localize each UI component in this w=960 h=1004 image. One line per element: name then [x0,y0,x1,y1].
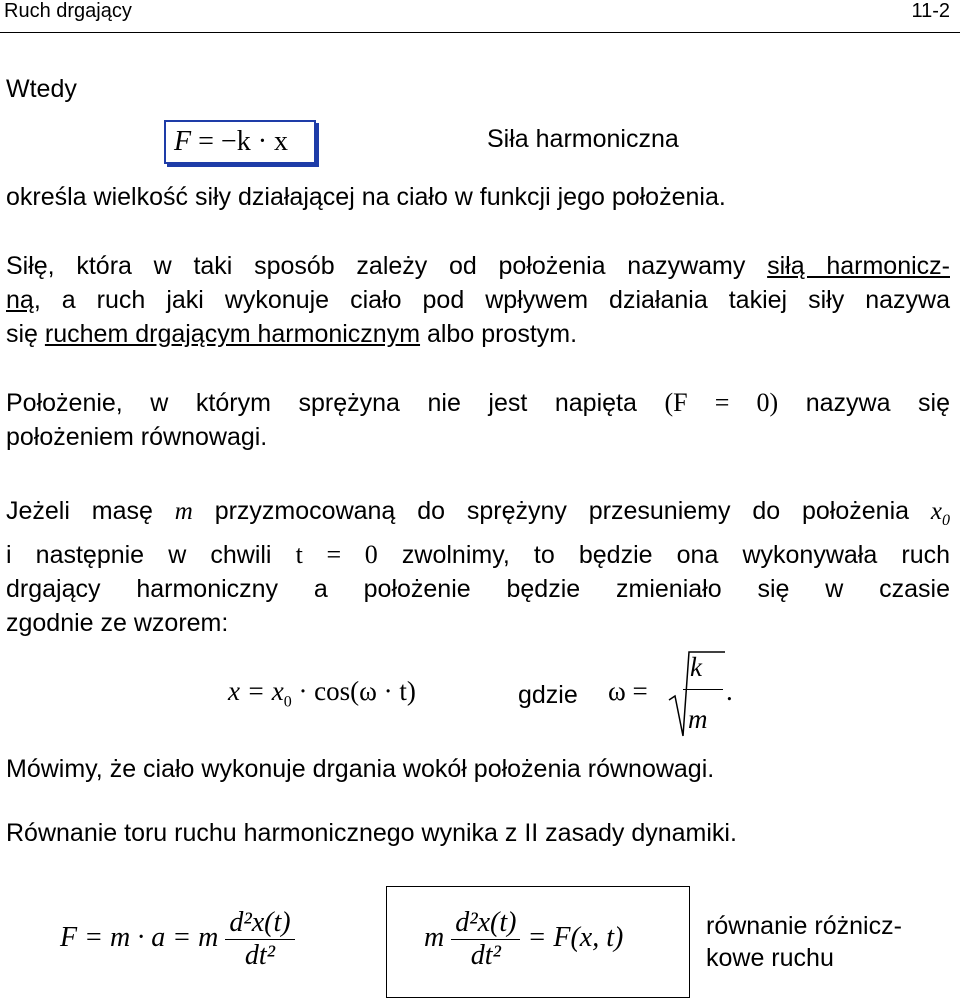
equation-newton [60,907,295,972]
newton-lhs: F = m · a = m [60,921,219,953]
equilibrium-condition: (F = 0) [664,388,779,417]
equation-motion: $x = x_0 \cdot \cos(\omega \cdot t)$ [228,676,416,711]
hooke-lhs: F [174,126,192,157]
paragraph-5: Mówimy, że ciało wykonuje drgania wokół położenia równowagi. [6,755,715,783]
where-label: gdzie [518,681,578,709]
equation-differential: m $\frac{\text{d²x(t)}}{\text{dt²}}$ = F(x, t) [424,907,624,971]
paragraph-2-line-3: się ruchem drgającym harmonicznym albo prostym. [6,320,578,348]
hooke-label: Siła harmoniczna [487,125,679,153]
paragraph-4 [6,494,950,640]
omega-dot: . [726,676,733,706]
omega-lhs: ω = [608,676,648,706]
term-harmonic-motion: ruchem drgającym harmonicznym [44,320,421,348]
paragraph-2 [6,249,950,351]
paragraph-3-line-2: położeniem równowagi. [6,423,268,451]
omega-numerator: k [690,652,702,682]
paragraph-6: Równanie toru ruchu harmonicznego wynika z II zasady dynamiki. [6,819,737,847]
hooke-rhs: = −k · x [198,126,289,157]
paragraph-2-line-1: Siłę, która w taki sposób zależy od położenia nazywamy siłą harmonicz- [6,252,950,280]
paragraph-1: określa wielkość siły działającej na ciało w funkcji jego położenia. [6,183,726,211]
omega-denominator: m [688,704,708,734]
term-harmonic-force: siłą harmonicz- [767,252,950,280]
paragraph-4-line-3: drgający harmoniczny a położenie będzie zmieniało się w czasie [6,575,950,603]
header-divider [0,32,960,33]
paragraph-3 [6,386,950,454]
paragraph-4-line-2: i następnie w chwili t = 0 zwolnimy, to będzie ona wykonywała ruch [6,540,950,569]
newton-fraction: $\frac{\text{d²x(t)}}{\text{dt²}}$ [225,907,294,972]
header-title: Ruch drgający [4,0,132,22]
differential-equation-label: równanie różnicz- kowe ruchu [706,912,902,972]
diff-fraction: $\frac{\text{d²x(t)}}{\text{dt²}}$ [451,907,520,972]
paragraph-4-line-1: Jeżeli masę m przyzmocowaną do sprężyny przesuniemy do położenia $x_0$ [6,497,951,529]
page-number: 11-2 [911,0,950,22]
paragraph-2-line-2: ną, a ruch jaki wykonuje ciało pod wpływem działania takiej siły nazywa [6,286,950,314]
intro-text: Wtedy [6,75,77,103]
paragraph-4-line-4: zgodnie ze wzorem: [6,609,229,637]
hooke-formula-box [164,120,316,164]
paragraph-3-line-1: Położenie, w którym sprężyna nie jest napięta (F = 0) nazywa się [6,388,950,417]
sqrt-sign-icon [667,648,727,744]
